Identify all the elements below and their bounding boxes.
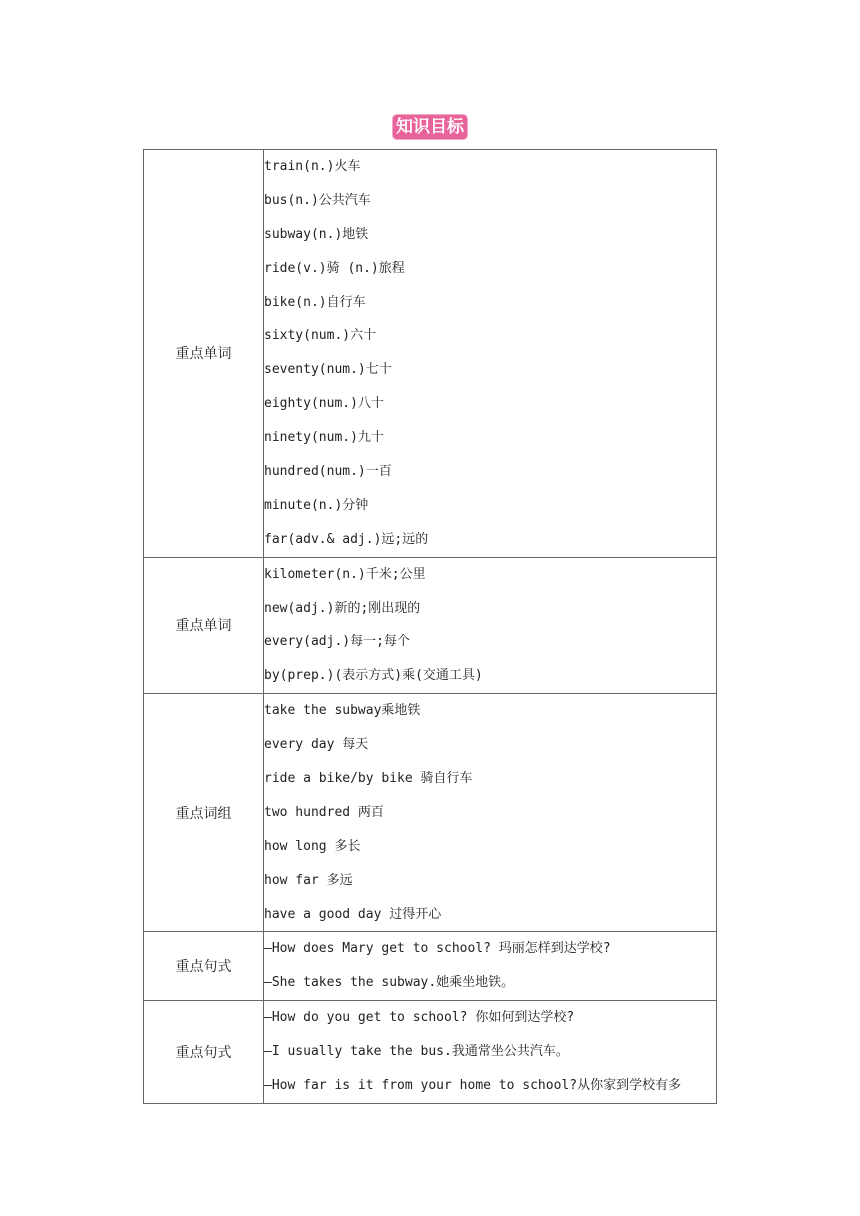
list-item: bike(n.)自行车 <box>264 294 366 310</box>
list-item: ride a bike/by bike 骑自行车 <box>264 771 473 787</box>
list-item: every day 每天 <box>264 737 369 753</box>
list-item: take the subway乘地铁 <box>264 703 421 719</box>
section-label: 重点单词 <box>144 557 264 694</box>
list-item: two hundred 两百 <box>264 804 384 820</box>
table-row <box>144 150 717 558</box>
section-content <box>264 150 717 558</box>
section-label: 重点词组 <box>144 694 264 932</box>
list-item: —How do you get to school? 你如何到达学校? <box>264 1010 575 1026</box>
list-item: hundred(num.)一百 <box>264 464 392 480</box>
list-item: —I usually take the bus.我通常坐公共汽车。 <box>264 1044 569 1060</box>
list-item: kilometer(n.)千米;公里 <box>264 566 426 582</box>
list-item: —She takes the subway.她乘坐地铁。 <box>264 975 515 991</box>
list-item: —How does Mary get to school? 玛丽怎样到达学校? <box>264 941 611 957</box>
list-item: ride(v.)骑 (n.)旅程 <box>264 260 405 276</box>
section-content <box>264 1001 717 1104</box>
list-item: minute(n.)分钟 <box>264 497 369 513</box>
list-item: —How far is it from your home to school?从你家到学校有多 <box>264 1078 682 1094</box>
list-item: far(adv.& adj.)远;远的 <box>264 531 429 547</box>
section-label: 重点句式 <box>144 932 264 1001</box>
knowledge-table <box>143 149 717 1104</box>
table-row <box>144 557 717 694</box>
list-item: every(adj.)每一;每个 <box>264 634 410 650</box>
list-item: bus(n.)公共汽车 <box>264 192 371 208</box>
list-item: sixty(num.)六十 <box>264 328 377 344</box>
list-item: how far 多远 <box>264 872 353 888</box>
title-container <box>0 115 860 139</box>
list-item: how long 多长 <box>264 838 361 854</box>
section-content <box>264 694 717 932</box>
table-row <box>144 694 717 932</box>
list-item: seventy(num.)七十 <box>264 362 392 378</box>
list-item: ninety(num.)九十 <box>264 430 384 446</box>
list-item: by(prep.)(表示方式)乘(交通工具) <box>264 668 483 684</box>
list-item: eighty(num.)八十 <box>264 396 384 412</box>
page-title: 知识目标 <box>393 115 467 139</box>
section-content <box>264 932 717 1001</box>
table-row <box>144 1001 717 1104</box>
section-label: 重点单词 <box>144 150 264 558</box>
list-item: train(n.)火车 <box>264 159 361 174</box>
list-item: have a good day 过得开心 <box>264 906 442 922</box>
list-item: new(adj.)新的;刚出现的 <box>264 600 421 616</box>
section-label: 重点句式 <box>144 1001 264 1104</box>
table-row <box>144 932 717 1001</box>
section-content <box>264 557 717 694</box>
list-item: subway(n.)地铁 <box>264 226 369 242</box>
